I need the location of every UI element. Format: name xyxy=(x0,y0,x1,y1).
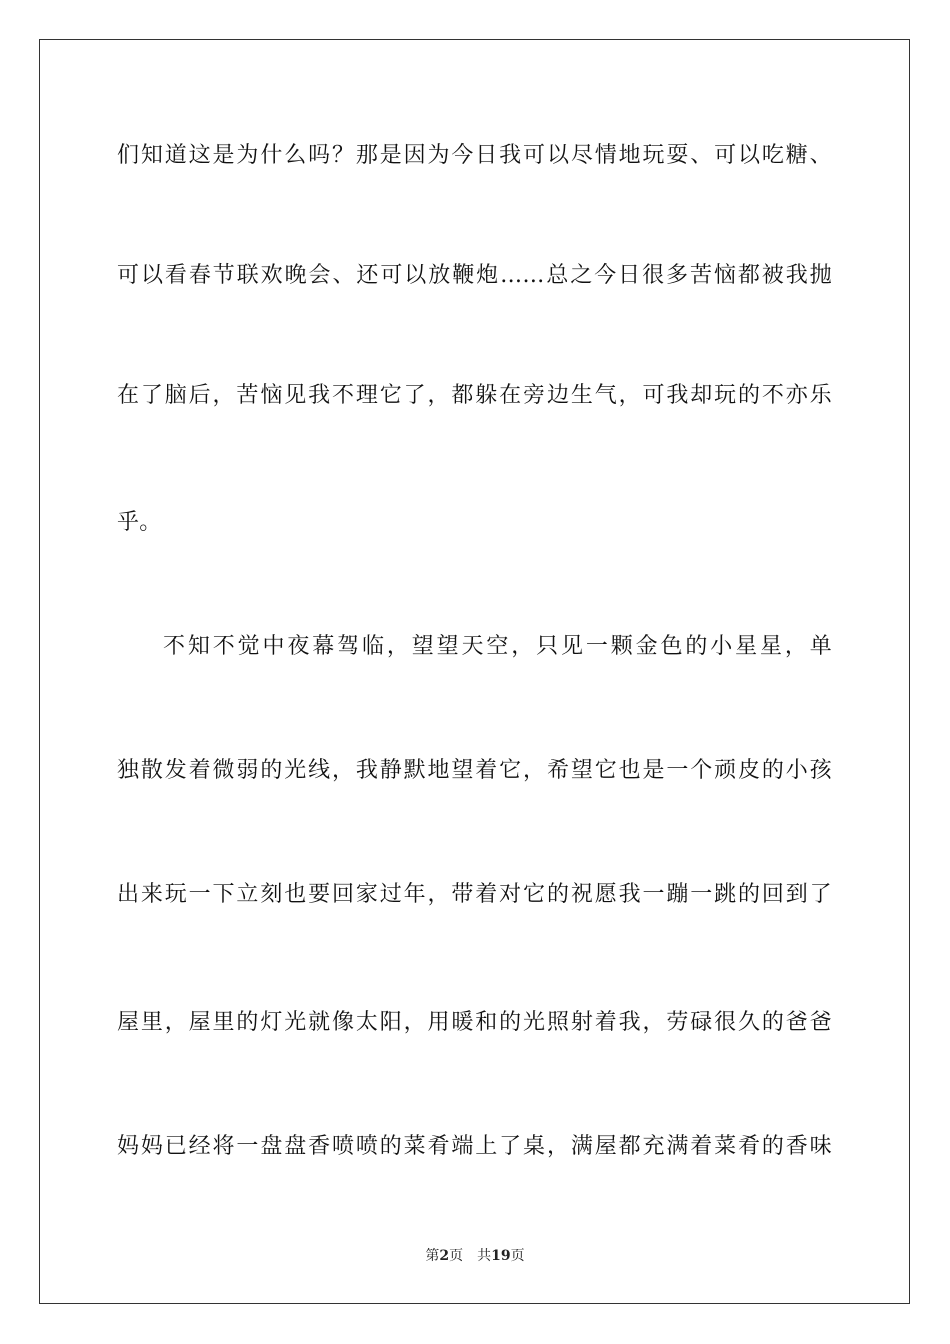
page-suffix: 页 xyxy=(449,1248,464,1264)
page-border xyxy=(39,39,910,1304)
body-text-line: 在了脑后，苦恼见我不理它了，都躲在旁边生气，可我却玩的不亦乐 xyxy=(117,383,832,408)
page-number: 2 xyxy=(439,1248,450,1264)
body-text-line: 们知道这是为什么吗？那是因为今日我可以尽情地玩耍、可以吃糖、 xyxy=(117,143,832,168)
total-prefix: 共 xyxy=(477,1248,492,1264)
body-text-line: 乎。 xyxy=(117,510,162,535)
page-footer xyxy=(0,1247,950,1265)
body-text-line: 独散发着微弱的光线，我静默地望着它，希望它也是一个顽皮的小孩 xyxy=(117,758,832,783)
body-text-line: 屋里，屋里的灯光就像太阳，用暖和的光照射着我，劳碌很久的爸爸 xyxy=(117,1010,832,1035)
body-text-line: 妈妈已经将一盘盘香喷喷的菜肴端上了桌，满屋都充满着菜肴的香味 xyxy=(117,1134,832,1159)
body-text-line: 可以看春节联欢晚会、还可以放鞭炮……总之今日很多苦恼都被我抛 xyxy=(117,263,832,288)
total-pages: 19 xyxy=(491,1248,511,1264)
total-suffix: 页 xyxy=(510,1248,525,1264)
paragraph-first-line: 不知不觉中夜幕驾临，望望天空，只见一颗金色的小星星，单 xyxy=(163,634,832,659)
body-text-line: 出来玩一下立刻也要回家过年，带着对它的祝愿我一蹦一跳的回到了 xyxy=(117,882,832,907)
page-prefix: 第 xyxy=(425,1248,440,1264)
